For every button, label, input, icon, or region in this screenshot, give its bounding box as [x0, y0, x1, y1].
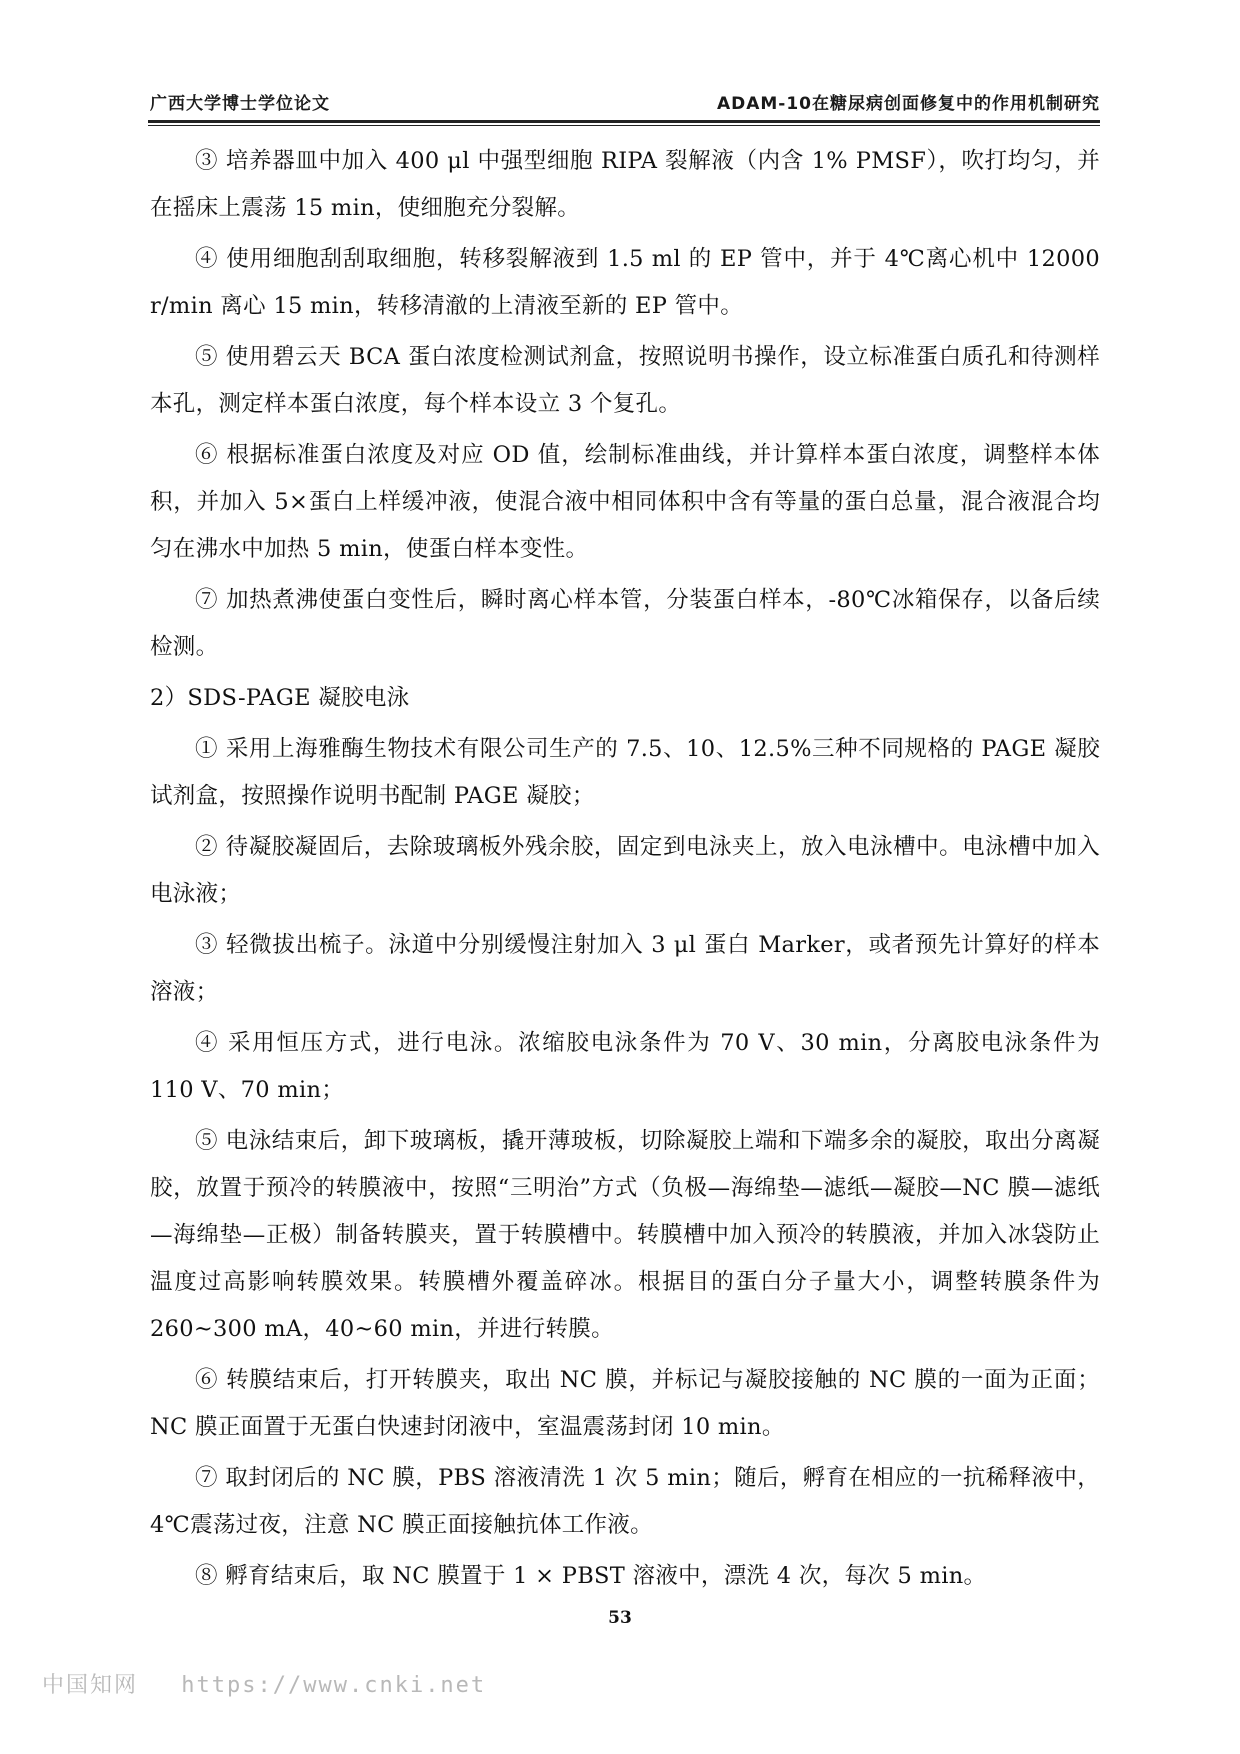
paragraph: ⑤ 使用碧云天 BCA 蛋白浓度检测试剂盒，按照说明书操作，设立标准蛋白质孔和待测样本孔，测定样本蛋白浓度，每个样本设立 3 个复孔。 — [150, 344, 1100, 417]
page-number: 53 — [608, 1608, 632, 1628]
paragraph: ① 采用上海雅酶生物技术有限公司生产的 7.5、10、12.5%三种不同规格的 PAGE 凝胶试剂盒，按照操作说明书配制 PAGE 凝胶； — [150, 736, 1100, 809]
paragraph: ⑦ 取封闭后的 NC 膜，PBS 溶液清洗 1 次 5 min；随后，孵育在相应的一抗稀释液中，4℃震荡过夜，注意 NC 膜正面接触抗体工作液。 — [150, 1465, 1100, 1538]
header-thesis-title: 广西大学博士学位论文 — [150, 94, 330, 114]
header-rule — [148, 120, 1100, 123]
watermark-brand: 中国知网 — [42, 1673, 139, 1698]
running-header — [150, 84, 1100, 114]
paragraph: ③ 培养器皿中加入 400 μl 中强型细胞 RIPA 裂解液（内含 1% PMSF），吹打均匀，并在摇床上震荡 15 min，使细胞充分裂解。 — [150, 148, 1100, 221]
paragraph: ⑥ 转膜结束后，打开转膜夹，取出 NC 膜，并标记与凝胶接触的 NC 膜的一面为正面；NC 膜正面置于无蛋白快速封闭液中，室温震荡封闭 10 min。 — [150, 1367, 1100, 1440]
paragraph: ⑤ 电泳结束后，卸下玻璃板，撬开薄玻板，切除凝胶上端和下端多余的凝胶，取出分离凝胶，放置于预冷的转膜液中，按照“三明治”方式（负极—海绵垫—滤纸—凝胶—NC 膜—滤纸—海绵垫—正极）制备转膜夹，置于转膜槽中。转膜槽中加入预冷的转膜液，并加入冰袋防止温度过高影响转膜效果。转膜槽外覆盖碎冰。根据目的蛋白分子量大小，调整转膜条件为 260~300 mA，40~60 min，并进行转膜。 — [150, 1128, 1100, 1342]
body-text — [150, 138, 1100, 1604]
paragraph: ⑧ 孵育结束后，取 NC 膜置于 1 × PBST 溶液中，漂洗 4 次，每次 5 min。 — [195, 1563, 987, 1589]
paragraph: ④ 使用细胞刮刮取细胞，转移裂解液到 1.5 ml 的 EP 管中，并于 4℃离心机中 12000 r/min 离心 15 min，转移清澈的上清液至新的 EP 管中。 — [150, 246, 1100, 319]
section-heading: 2）SDS-PAGE 凝胶电泳 — [150, 685, 410, 711]
cnki-watermark — [42, 1668, 514, 1699]
watermark-url: https://www.cnki.net — [181, 1673, 487, 1698]
paragraph: ② 待凝胶凝固后，去除玻璃板外残余胶，固定到电泳夹上，放入电泳槽中。电泳槽中加入电泳液； — [150, 834, 1100, 907]
header-chapter-title: ADAM-10在糖尿病创面修复中的作用机制研究 — [716, 94, 1100, 114]
paragraph: ③ 轻微拔出梳子。泳道中分别缓慢注射加入 3 μl 蛋白 Marker，或者预先计算好的样本溶液； — [150, 932, 1100, 1005]
paragraph: ⑦ 加热煮沸使蛋白变性后，瞬时离心样本管，分装蛋白样本，-80℃冰箱保存，以备后续检测。 — [150, 587, 1100, 660]
header-rule-thin — [148, 125, 1100, 126]
paragraph: ④ 采用恒压方式，进行电泳。浓缩胶电泳条件为 70 V、30 min，分离胶电泳条件为 110 V、70 min； — [150, 1030, 1100, 1103]
paragraph: ⑥ 根据标准蛋白浓度及对应 OD 值，绘制标准曲线，并计算样本蛋白浓度，调整样本体积，并加入 5×蛋白上样缓冲液，使混合液中相同体积中含有等量的蛋白总量，混合液混合均匀在沸水中加热 5 min，使蛋白样本变性。 — [150, 442, 1100, 562]
